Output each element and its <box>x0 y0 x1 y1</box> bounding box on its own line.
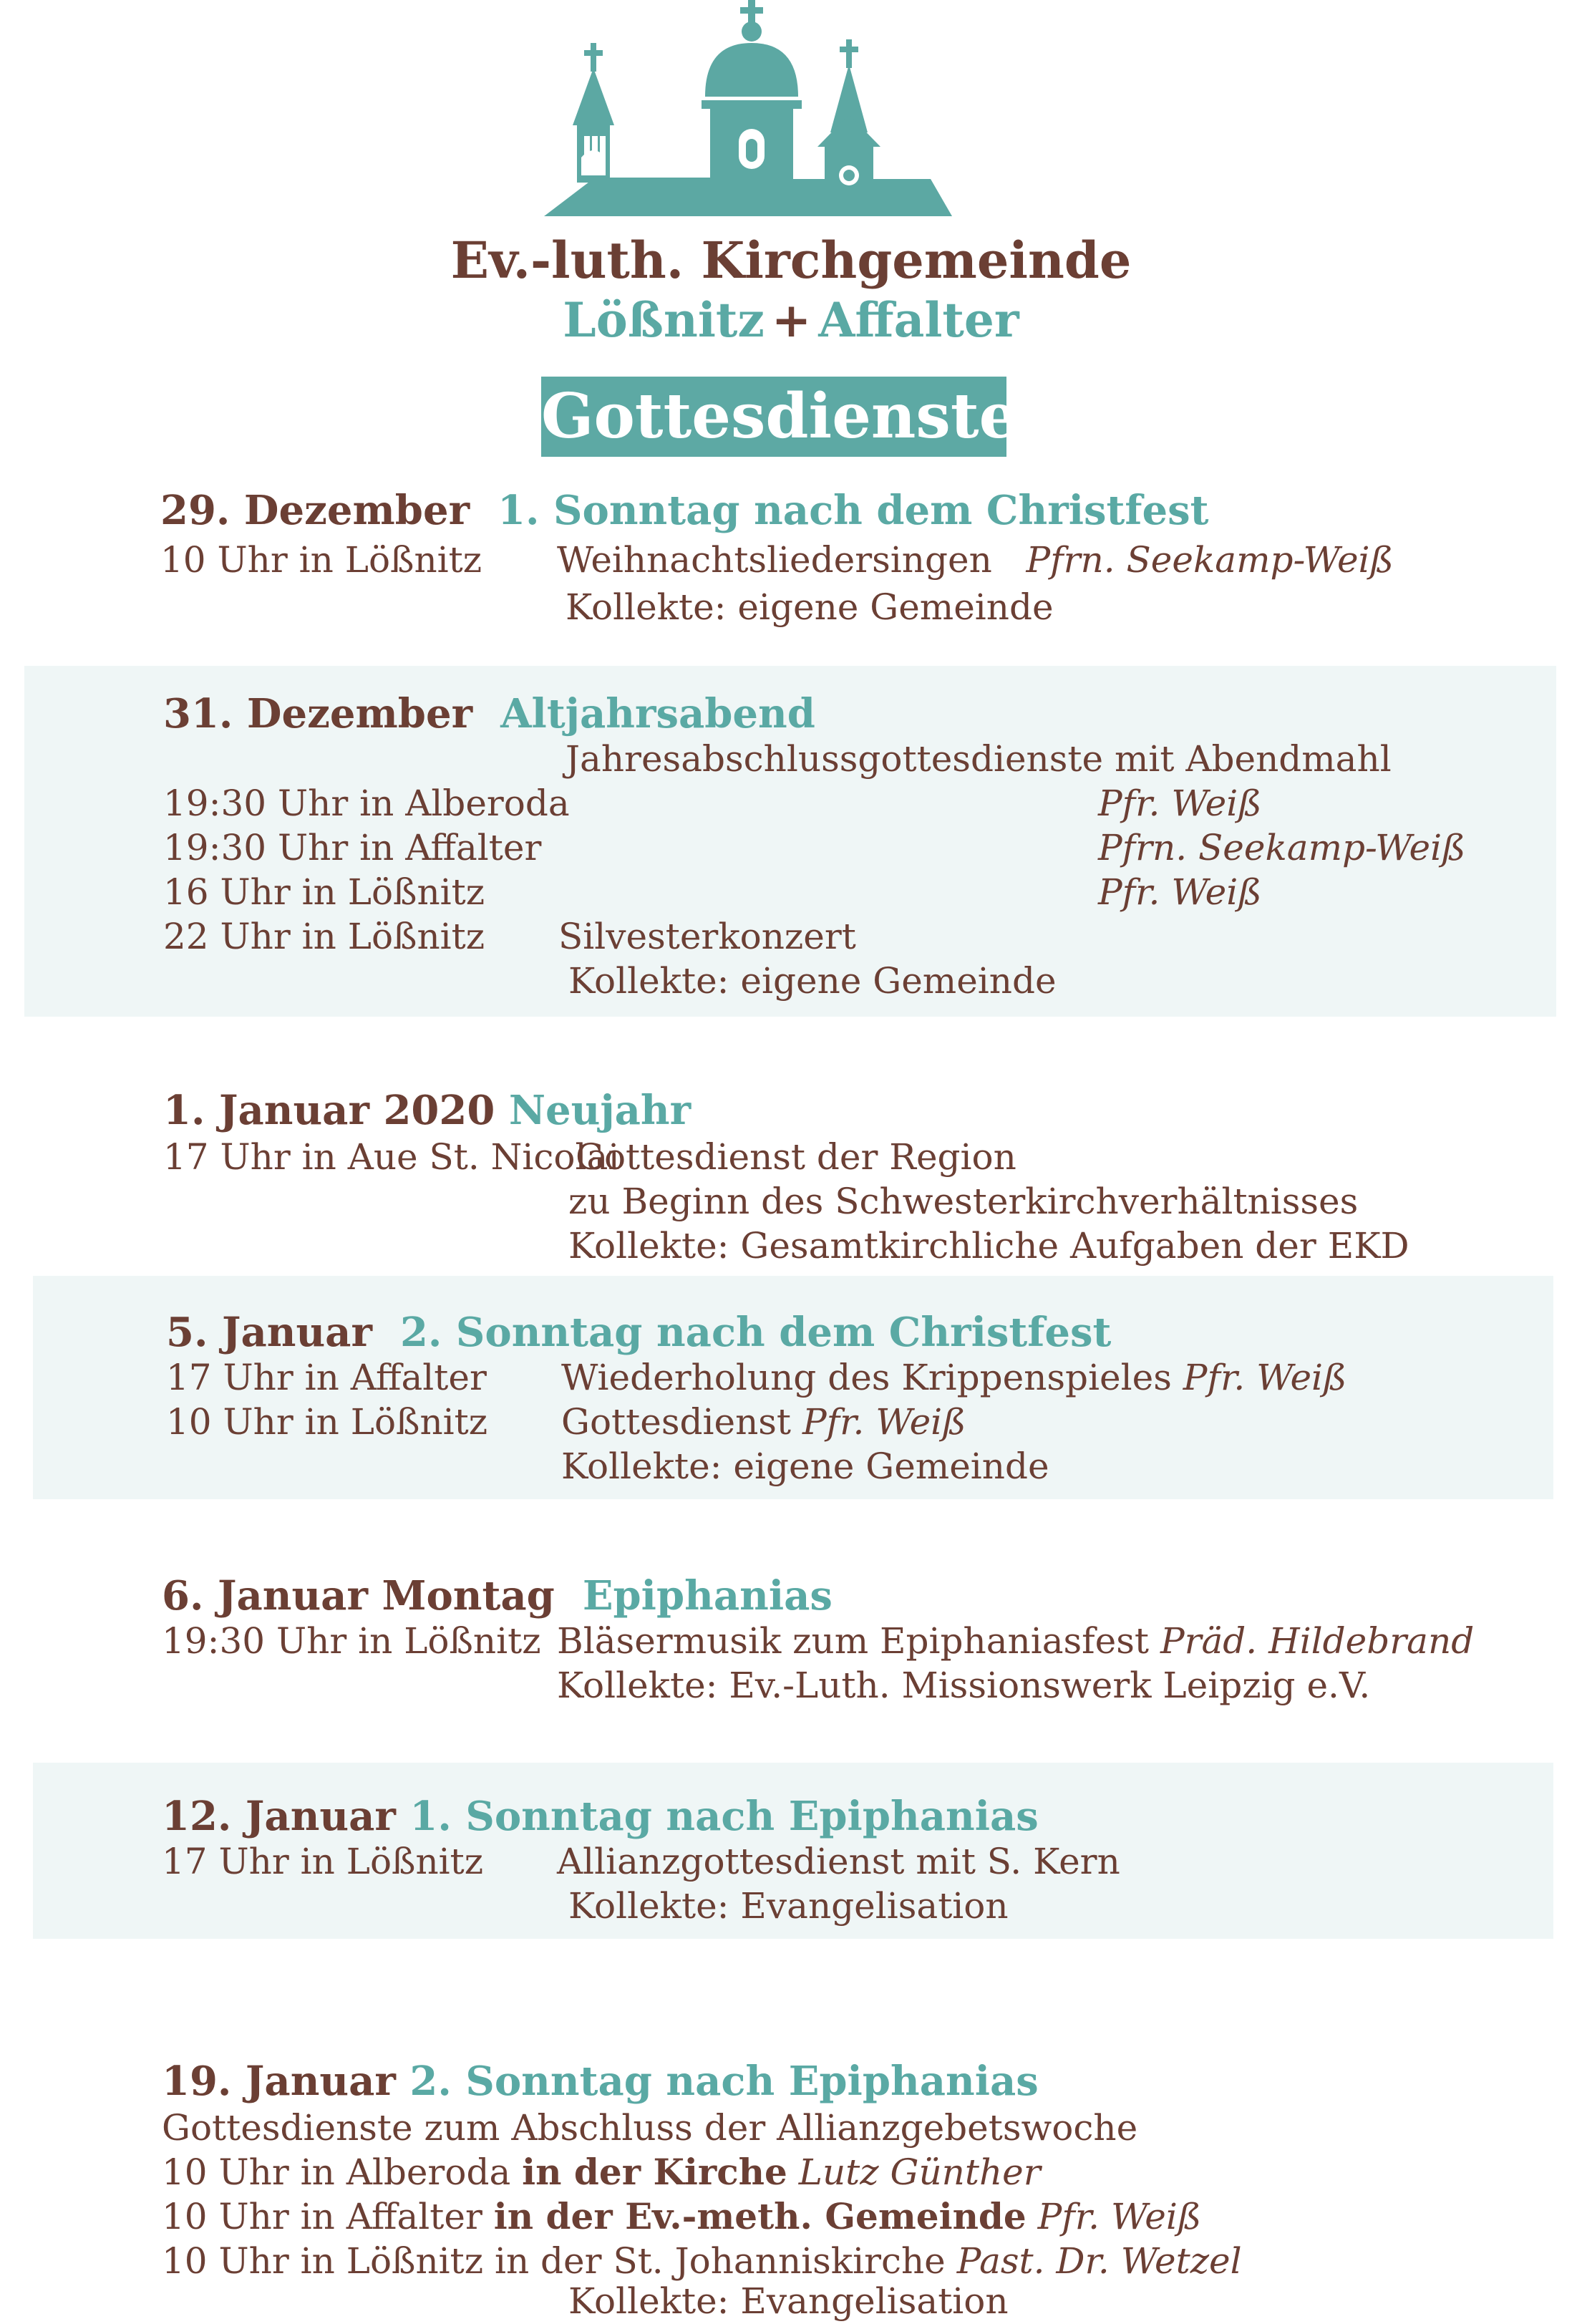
collection: Kollekte: Ev.-Luth. Missionswerk Leipzig e.V. <box>557 1665 1371 1706</box>
service-time: 19:30 Uhr in Lößnitz <box>162 1620 541 1662</box>
service-time: 17 Uhr in Affalter <box>166 1357 487 1398</box>
service-time: 22 Uhr in Lößnitz <box>163 916 485 957</box>
service-event: Gottesdienst der Region <box>576 1136 1016 1178</box>
service-event: Bläsermusik zum Epiphaniasfest <box>557 1620 1150 1662</box>
service-event: Wiederholung des Krippenspieles <box>561 1357 1172 1398</box>
section-heading <box>162 2058 1039 2105</box>
service-person: Pfr. Weiß <box>1098 783 1262 824</box>
service-date: 29. Dezember <box>160 487 470 534</box>
collection: Kollekte: Evangelisation <box>568 1885 1009 1927</box>
service-time: 10 Uhr in Lößnitz <box>160 539 482 581</box>
service-line <box>561 1356 1346 1399</box>
service-line <box>561 1400 966 1443</box>
service-occasion: 1. Sonntag nach Epiphanias <box>409 1793 1039 1840</box>
section-heading <box>163 1087 691 1134</box>
service-person: Pfr. Weiß <box>1037 2196 1202 2237</box>
service-occasion: 2. Sonntag nach dem Christfest <box>399 1309 1112 1356</box>
section-heading <box>162 1572 833 1619</box>
service-time: 16 Uhr in Lößnitz <box>163 871 485 913</box>
page-title: Gottesdienste <box>541 377 1006 457</box>
service-date: 5. Januar <box>166 1309 372 1356</box>
service-time: 10 Uhr in Lößnitz <box>166 1401 488 1443</box>
service-occasion: 1. Sonntag nach dem Christfest <box>498 487 1209 534</box>
service-subtitle: Gottesdienste zum Abschluss der Allianzgebetswoche <box>162 2107 1138 2149</box>
service-line <box>162 2151 1041 2194</box>
service-time: 10 Uhr in Alberoda <box>162 2151 511 2193</box>
service-event: Silvesterkonzert <box>558 916 856 957</box>
section-heading <box>163 690 815 737</box>
collection: Kollekte: Gesamtkirchliche Aufgaben der EKD <box>568 1225 1409 1267</box>
service-event: zu Beginn des Schwesterkirchverhältnisses <box>568 1181 1359 1222</box>
service-event: Allianzgottesdienst mit S. Kern <box>557 1841 1120 1882</box>
service-line <box>162 2240 1242 2282</box>
service-person: Lutz Günther <box>798 2151 1041 2193</box>
service-person: Pfr. Weiß <box>802 1401 966 1443</box>
service-time: 19:30 Uhr in Alberoda <box>163 783 570 824</box>
service-person: Pfrn. Seekamp-Weiß <box>1098 827 1466 868</box>
service-time: 19:30 Uhr in Affalter <box>163 827 542 868</box>
service-time: 17 Uhr in Aue St. Nicolai <box>163 1136 620 1178</box>
church-logo-icon <box>544 0 988 229</box>
service-occasion: Altjahrsabend <box>500 690 815 737</box>
collection: Kollekte: eigene Gemeinde <box>568 960 1057 1002</box>
collection: Kollekte: Evangelisation <box>568 2280 1009 2322</box>
service-location: in der Ev.-meth. Gemeinde <box>493 2195 1027 2237</box>
service-occasion: Neujahr <box>508 1087 691 1134</box>
service-person: Pfr. Weiß <box>1098 871 1262 913</box>
collection: Kollekte: eigene Gemeinde <box>566 586 1054 628</box>
service-date: 31. Dezember <box>163 690 473 737</box>
service-person: Präd. Hildebrand <box>1160 1620 1475 1662</box>
collection: Kollekte: eigene Gemeinde <box>561 1446 1049 1487</box>
service-date: 19. Januar <box>162 2058 396 2105</box>
service-occasion: Epiphanias <box>582 1572 833 1619</box>
service-date: 1. Januar 2020 <box>163 1087 495 1134</box>
service-line <box>162 2195 1201 2238</box>
org-places <box>0 292 1582 348</box>
service-event: Weihnachtsliedersingen <box>557 539 992 581</box>
service-line <box>557 538 1394 581</box>
service-event: Gottesdienst <box>561 1401 792 1443</box>
service-time: 17 Uhr in Lößnitz <box>162 1841 484 1882</box>
section-heading <box>160 487 1209 534</box>
service-person: Pfrn. Seekamp-Weiß <box>1026 539 1394 581</box>
section-heading <box>162 1793 1039 1840</box>
service-time: 10 Uhr in Lößnitz in der St. Johanniskirche <box>162 2240 946 2282</box>
service-person: Past. Dr. Wetzel <box>956 2240 1242 2282</box>
place-b: Affalter <box>818 292 1019 348</box>
service-date: 12. Januar <box>162 1793 396 1840</box>
org-name: Ev.-luth. Kirchgemeinde <box>450 231 1132 290</box>
service-time: 10 Uhr in Affalter <box>162 2196 482 2237</box>
service-date: 6. Januar Montag <box>162 1572 555 1619</box>
service-subtitle: Jahresabschlussgottesdienste mit Abendmahl <box>566 738 1392 780</box>
place-a: Lößnitz <box>563 292 765 348</box>
section-heading <box>166 1309 1111 1356</box>
service-location: in der Kirche <box>522 2151 787 2193</box>
service-line <box>557 1619 1474 1662</box>
service-person: Pfr. Weiß <box>1183 1357 1347 1398</box>
service-occasion: 2. Sonntag nach Epiphanias <box>409 2058 1039 2105</box>
plus-sign: + <box>771 292 812 348</box>
